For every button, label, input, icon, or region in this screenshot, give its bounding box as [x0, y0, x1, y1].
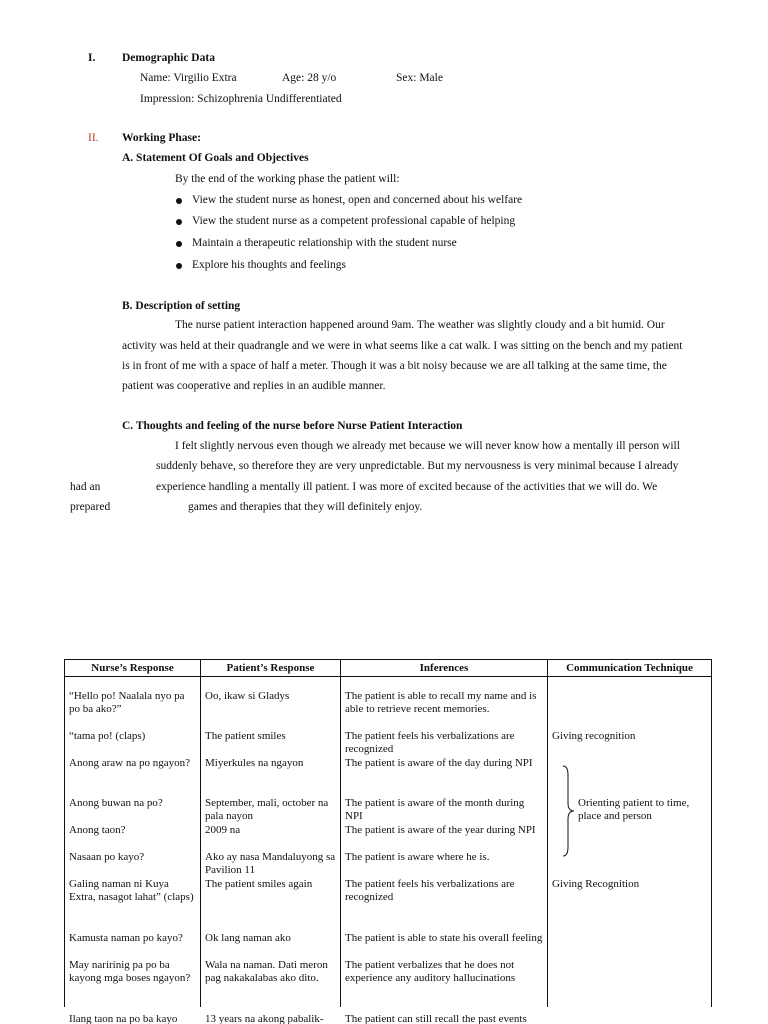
nurse-response: Nasaan po kayo? — [69, 851, 145, 863]
grouping-brace-icon — [561, 765, 575, 857]
nurse-response: Ilang taon na po ba kayo — [69, 1013, 178, 1024]
section-2-numeral: II. — [88, 132, 99, 144]
patient-age: Age: 28 y/o — [282, 72, 337, 84]
patient-sex: Sex: Male — [396, 72, 443, 84]
patient-response: Ok lang naman ako — [205, 932, 291, 944]
patient-name: Name: Virgilio Extra — [140, 72, 237, 84]
patient-response: The patient smiles again — [205, 878, 313, 890]
patient-response: Miyerkules na ngayon — [205, 757, 304, 769]
inference: The patient verbalizes that he does not experience any auditory hallucinations — [345, 959, 516, 984]
thoughts-line: experience handling a mentally ill patient. I was more of excited because of the activities that we will do. We — [156, 481, 658, 493]
inference-column — [341, 677, 548, 1024]
nurse-response: Kamusta naman po kayo? — [69, 932, 183, 944]
patient-impression: Impression: Schizophrenia Undifferentiated — [140, 93, 342, 105]
bullet-icon — [176, 219, 182, 225]
inference: The patient is aware where he is. — [345, 851, 490, 863]
section-1-numeral: I. — [88, 52, 96, 64]
subsection-a-title: A. Statement Of Goals and Objectives — [122, 152, 309, 164]
patient-response: Ako ay nasa Mandaluyong sa Pavilion 11 — [205, 851, 336, 876]
thoughts-left-word: had an — [70, 481, 101, 493]
inference: The patient can still recall the past events — [345, 1013, 527, 1024]
bullet-icon — [176, 198, 182, 204]
inference: The patient feels his verbalizations are recognized — [345, 730, 515, 755]
nurse-response: Anong taon? — [69, 824, 126, 836]
communication-technique: Giving recognition — [552, 730, 636, 742]
inference: The patient is aware of the month during NPI — [345, 797, 525, 822]
setting-line: The nurse patient interaction happened around 9am. The weather was slightly cloudy and a bit humid. Our — [175, 319, 665, 331]
thoughts-line: games and therapies that they will definitely enjoy. — [188, 501, 423, 513]
patient-column — [201, 677, 341, 1024]
bullet-icon — [176, 263, 182, 269]
nurse-response: May naririnig pa po ba kayong mga boses ngayon? — [69, 959, 191, 984]
subsection-b-title: B. Description of setting — [122, 300, 241, 312]
inference: The patient is aware of the day during NPI — [345, 757, 533, 769]
objectives-intro: By the end of the working phase the patient will: — [175, 173, 400, 185]
thoughts-left-word: prepared — [70, 501, 111, 513]
nurse-response: “Hello po! Naalala nyo pa po ba ako?” — [69, 690, 185, 715]
nurse-response: “tama po! (claps) — [69, 730, 146, 742]
inference: The patient is aware of the year during NPI — [345, 824, 536, 836]
objective-item: Maintain a therapeutic relationship with the student nurse — [192, 237, 457, 249]
header-communication-technique: Communication Technique — [548, 660, 712, 677]
nurse-response: Anong araw na po ngayon? — [69, 757, 190, 769]
bullet-icon — [176, 241, 182, 247]
table-header-row — [65, 660, 712, 677]
inference: The patient is able to state his overall feeling — [345, 932, 543, 944]
setting-line: activity was held at their quadrangle and we were in what seems like a cat walk. I was sitting on the bench and my patient — [122, 340, 683, 352]
npi-table — [64, 659, 712, 1024]
nurse-column — [65, 677, 201, 1024]
header-inferences: Inferences — [341, 660, 548, 677]
setting-line: patient was cooperative and replies in an audible manner. — [122, 380, 386, 392]
header-patient-response: Patient’s Response — [201, 660, 341, 677]
thoughts-line: I felt slightly nervous even though we already met because we will never know how a mentally ill person will — [175, 440, 680, 452]
section-2-title: Working Phase: — [122, 132, 201, 144]
section-1-title: Demographic Data — [122, 52, 215, 64]
communication-technique: Orienting patient to time, place and person — [578, 797, 690, 822]
communication-technique: Giving Recognition — [552, 878, 640, 890]
nurse-response: Galing naman ni Kuya Extra, nasagot lahat” (claps) — [69, 878, 194, 903]
thoughts-line: suddenly behave, so therefore they are very unpredictable. But my nervousness is very minimal because I already — [156, 460, 679, 472]
objective-item: View the student nurse as a competent professional capable of helping — [192, 215, 516, 227]
inference: The patient feels his verbalizations are recognized — [345, 878, 515, 903]
header-nurse-response: Nurse’s Response — [65, 660, 201, 677]
patient-response: Oo, ikaw si Gladys — [205, 690, 290, 702]
objective-item: Explore his thoughts and feelings — [192, 259, 346, 271]
patient-response: The patient smiles — [205, 730, 286, 742]
patient-response: 2009 na — [205, 824, 241, 836]
nurse-response: Anong buwan na po? — [69, 797, 163, 809]
patient-response: Wala na naman. Dati meron pag nakakalabas ako dito. — [205, 959, 328, 984]
inference: The patient is able to recall my name and is able to retrieve recent memories. — [345, 690, 537, 715]
table-row — [65, 677, 712, 1008]
patient-response: September, mali, october na pala nayon — [205, 797, 329, 822]
setting-line: is in front of me with a space of half a meter. Though it was a bit noisy because we are all talking at the same time, the — [122, 360, 667, 372]
objective-item: View the student nurse as honest, open and concerned about his welfare — [192, 194, 523, 206]
patient-response: 13 years na akong pabalik- — [205, 1013, 324, 1024]
subsection-c-title: C. Thoughts and feeling of the nurse before Nurse Patient Interaction — [122, 420, 463, 432]
